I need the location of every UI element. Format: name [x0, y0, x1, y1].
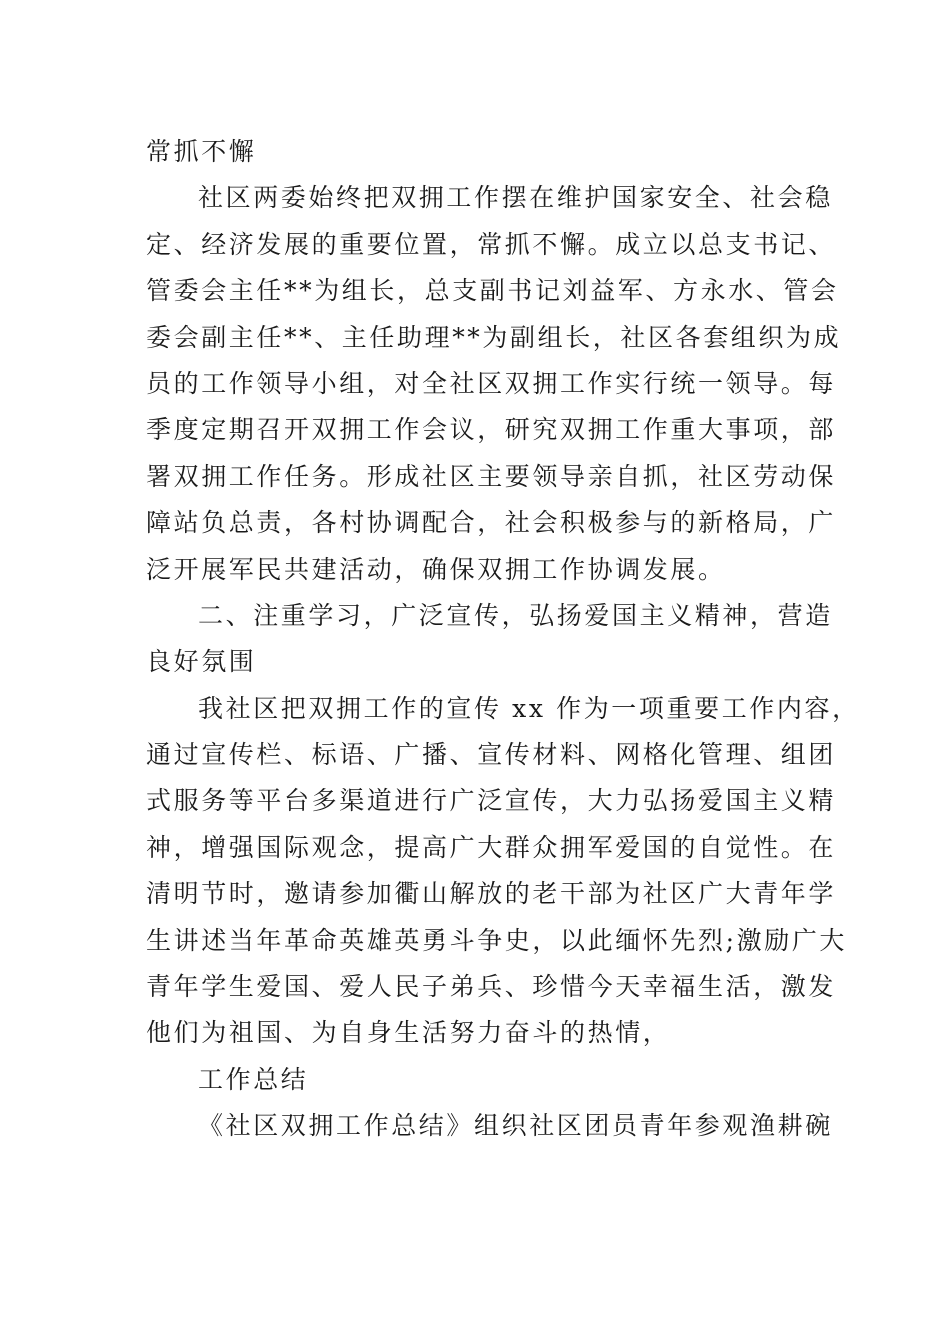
text-line: 定、经济发展的重要位置，常抓不懈。成立以总支书记、 — [146, 229, 837, 259]
text-line: 季度定期召开双拥工作会议，研究双拥工作重大事项，部 — [146, 415, 837, 445]
text-line: 员的工作领导小组，对全社区双拥工作实行统一领导。每 — [146, 368, 837, 398]
text-line: 青年学生爱国、爱人民子弟兵、珍惜今天幸福生活，激发 — [146, 972, 837, 1002]
text-line: 清明节时，邀请参加衢山解放的老干部为社区广大青年学 — [146, 879, 837, 909]
text-line: 管委会主任**为组长，总支副书记刘益军、方永水、管会 — [146, 276, 839, 306]
section-heading: 二、注重学习，广泛宣传，弘扬爱国主义精神，营造 — [198, 600, 833, 630]
text-line: 常抓不懈 — [146, 137, 257, 166]
text-line: 我社区把双拥工作的宣传 xx 作为一项重要工作内容， — [198, 693, 860, 723]
text-line: 委会副主任**、主任助理**为副组长，社区各套组织为成 — [146, 322, 842, 352]
text-line: 障站负总责，各村协调配合，社会积极参与的新格局，广 — [146, 508, 837, 538]
document-body — [146, 129, 860, 1150]
text-line: 《社区双拥工作总结》组织社区团员青年参观渔耕碗 — [198, 1111, 833, 1141]
text-line: 通过宣传栏、标语、广播、宣传材料、网格化管理、组团 — [146, 740, 837, 770]
section-heading: 良好氛围 — [146, 647, 257, 677]
text-line: 他们为祖国、为自身生活努力奋斗的热情， — [146, 1018, 671, 1048]
text-line: 神，增强国际观念，提高广大群众拥军爱国的自觉性。在 — [146, 832, 837, 862]
text-line: 生讲述当年革命英雄英勇斗争史，以此缅怀先烈;激励广大 — [146, 925, 848, 955]
text-line: 署双拥工作任务。形成社区主要领导亲自抓，社区劳动保 — [146, 461, 837, 491]
text-line: 泛开展军民共建活动，确保双拥工作协调发展。 — [146, 554, 726, 584]
text-line: 式服务等平台多渠道进行广泛宣传，大力弘扬爱国主义精 — [146, 786, 837, 816]
section-label: 工作总结 — [198, 1064, 309, 1094]
text-line: 社区两委始终把双拥工作摆在维护国家安全、社会稳 — [198, 183, 833, 213]
